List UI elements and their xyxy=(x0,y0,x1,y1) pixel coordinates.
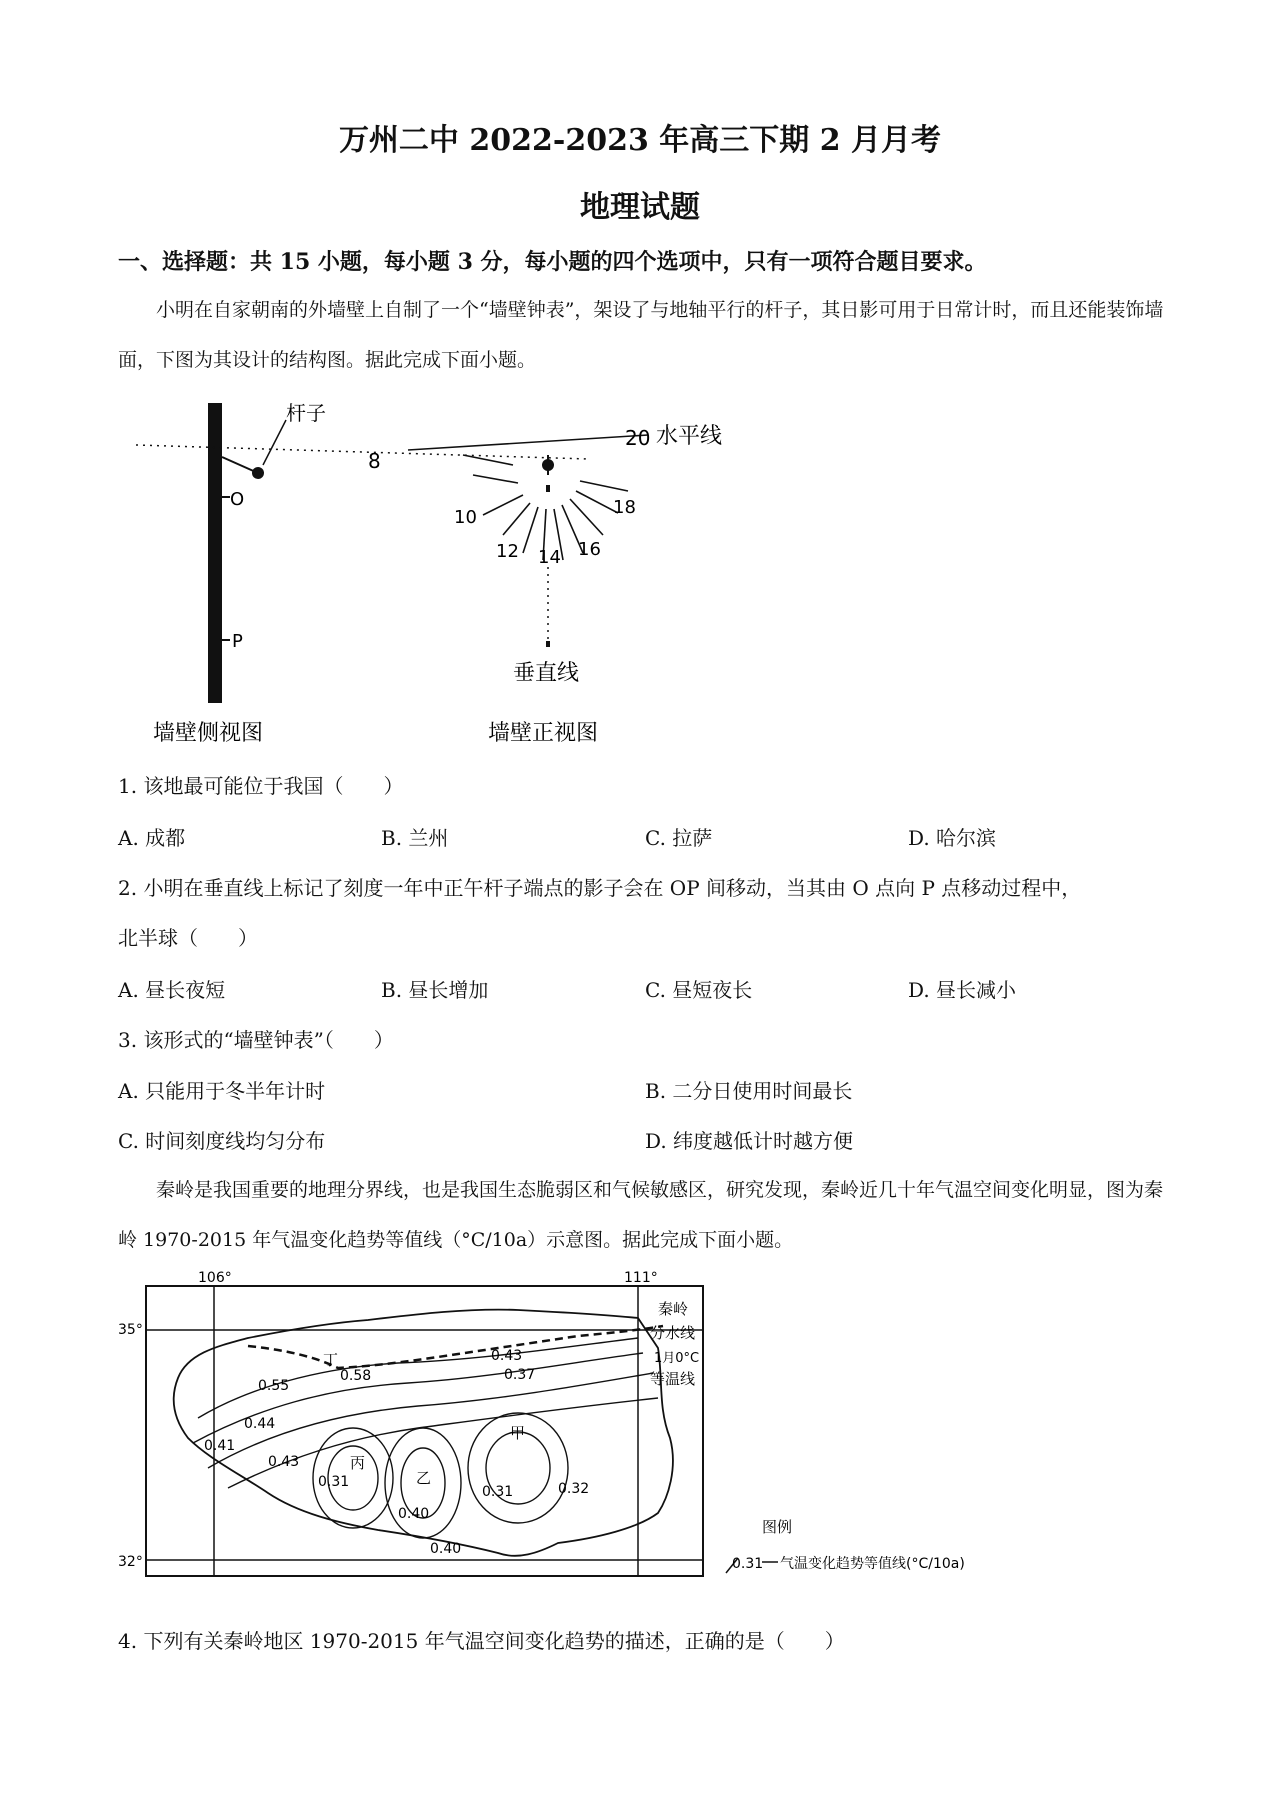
hour-line-10 xyxy=(483,495,523,515)
front-view-caption: 墙壁正视图 xyxy=(488,721,599,746)
q1-option-a[interactable]: A. 成都 xyxy=(118,826,186,850)
value-label-8: 0.40 xyxy=(430,1541,462,1557)
q3-option-d[interactable]: D. 纬度越低计时越方便 xyxy=(645,1129,854,1153)
lat-top-label: 35° xyxy=(118,1322,143,1338)
hour-label-18: 18 xyxy=(613,497,636,518)
value-label-5: 0.43 xyxy=(268,1454,300,1470)
place-yi: 乙 xyxy=(416,1469,432,1487)
watershed-line xyxy=(248,1326,663,1368)
passage-1-text: 小明在自家朝南的外墙壁上自制了一个“墙壁钟表”，架设了与地轴平行的杆子，其日影可用于日常计时，而且还能装饰墙面，下图为其设计的结构图。据此完成下面小题。 xyxy=(118,299,1164,371)
question-2-stem-cont: 北半球（ ） xyxy=(118,926,258,950)
hour-label-8: 8 xyxy=(368,449,381,473)
q1-option-b[interactable]: B. 兰州 xyxy=(381,826,449,850)
passage-2-text: 秦岭是我国重要的地理分界线，也是我国生态脆弱区和气候敏感区，研究发现，秦岭近几十年气温空间变化明显，图为秦岭 1970-2015 年气温变化趋势等值线（°C/10a）示意图。据此完成下面小题。 xyxy=(118,1179,1164,1251)
rod-pointer xyxy=(263,420,286,465)
q1-option-d[interactable]: D. 哈尔滨 xyxy=(908,826,997,850)
passage-2 xyxy=(118,1165,1168,1265)
hour-line-16 xyxy=(570,499,603,535)
contour-4 xyxy=(228,1398,658,1488)
q2-option-d[interactable]: D. 昼长减小 xyxy=(908,978,1017,1002)
lon-right-label: 111° xyxy=(624,1270,658,1286)
hour-label-20: 20 xyxy=(625,426,651,450)
value-label-6: 0.31 xyxy=(318,1474,350,1490)
value-label-11: 0.43 xyxy=(491,1348,523,1364)
q2-option-b[interactable]: B. 昼长增加 xyxy=(381,978,489,1002)
hour-label-12: 12 xyxy=(496,541,519,562)
hour-label-10: 10 xyxy=(454,507,477,528)
q1-option-c[interactable]: C. 拉萨 xyxy=(645,826,713,850)
point-o-label: O xyxy=(230,489,245,510)
lat-bottom-label: 32° xyxy=(118,1554,143,1570)
value-label-2: 0.55 xyxy=(258,1378,290,1394)
question-2-stem: 2. 小明在垂直线上标记了刻度一年中正午杆子端点的影子会在 OP 间移动，当其由 O 点向 P 点移动过程中， xyxy=(118,876,1082,900)
q2-option-c[interactable]: C. 昼短夜长 xyxy=(645,978,753,1002)
hour-line-9 xyxy=(473,475,518,483)
point-p-label: P xyxy=(232,631,243,652)
value-label-3: 0.44 xyxy=(244,1416,276,1432)
question-4-stem: 4. 下列有关秦岭地区 1970-2015 年气温空间变化趋势的描述，正确的是（ ） xyxy=(118,1629,845,1653)
value-label-4: 0.41 xyxy=(204,1438,236,1454)
horizontal-label: 水平线 xyxy=(656,424,723,449)
place-ding: 丁 xyxy=(323,1351,339,1369)
rod-tip xyxy=(252,467,264,479)
hour-label-16: 16 xyxy=(578,539,601,560)
hour-line-18 xyxy=(580,481,628,491)
hour-line-12 xyxy=(523,507,538,553)
horizontal-line xyxy=(408,435,648,450)
value-label-12: 0.37 xyxy=(504,1367,536,1383)
hour-line-8 xyxy=(463,455,513,465)
hour-line-17 xyxy=(576,491,618,513)
legend-value: 0.31 xyxy=(732,1556,764,1572)
page-subtitle: 地理试题 xyxy=(580,190,700,225)
hour-label-14: 14 xyxy=(538,547,561,568)
q3-option-b[interactable]: B. 二分日使用时间最长 xyxy=(645,1079,853,1103)
qinling-isoline-map xyxy=(118,1268,1038,1608)
value-label-9: 0.31 xyxy=(482,1484,514,1500)
watershed-label-1: 秦岭 xyxy=(658,1300,689,1318)
place-jia: 甲 xyxy=(510,1424,526,1442)
rod-label: 杆子 xyxy=(286,401,326,425)
q2-option-a[interactable]: A. 昼长夜短 xyxy=(118,978,226,1002)
wall-clock-figure xyxy=(118,395,838,755)
watershed-label-2: 分水线 xyxy=(650,1324,696,1342)
wall-side-bar xyxy=(208,403,222,703)
value-label-10: 0.32 xyxy=(558,1481,590,1497)
q3-option-c[interactable]: C. 时间刻度线均匀分布 xyxy=(118,1129,326,1153)
q3-option-a[interactable]: A. 只能用于冬半年计时 xyxy=(118,1079,326,1103)
passage-1 xyxy=(118,285,1168,385)
legend-title: 图例 xyxy=(762,1518,793,1536)
isotherm-label-1: 1月0°C xyxy=(654,1351,700,1366)
hour-line-11 xyxy=(503,503,530,535)
vertical-label: 垂直线 xyxy=(513,661,580,686)
question-1-stem: 1. 该地最可能位于我国（ ） xyxy=(118,774,404,798)
axis-dotted-line xyxy=(136,445,588,459)
legend-text: 气温变化趋势等值线(°C/10a) xyxy=(780,1556,965,1572)
lon-left-label: 106° xyxy=(198,1270,232,1286)
value-label-1: 0.58 xyxy=(340,1368,372,1384)
place-bing: 丙 xyxy=(350,1454,366,1472)
page-title: 万州二中 2022-2023 年高三下期 2 月月考 xyxy=(338,123,942,158)
value-label-7: 0.40 xyxy=(398,1506,430,1522)
isotherm-label-2: 等温线 xyxy=(650,1370,696,1388)
question-3-stem: 3. 该形式的“墙壁钟表”（ ） xyxy=(118,1028,394,1052)
side-view-caption: 墙壁侧视图 xyxy=(153,721,264,746)
section-heading: 一、选择题：共 15 小题，每小题 3 分，每小题的四个选项中，只有一项符合题目要求。 xyxy=(118,249,987,275)
